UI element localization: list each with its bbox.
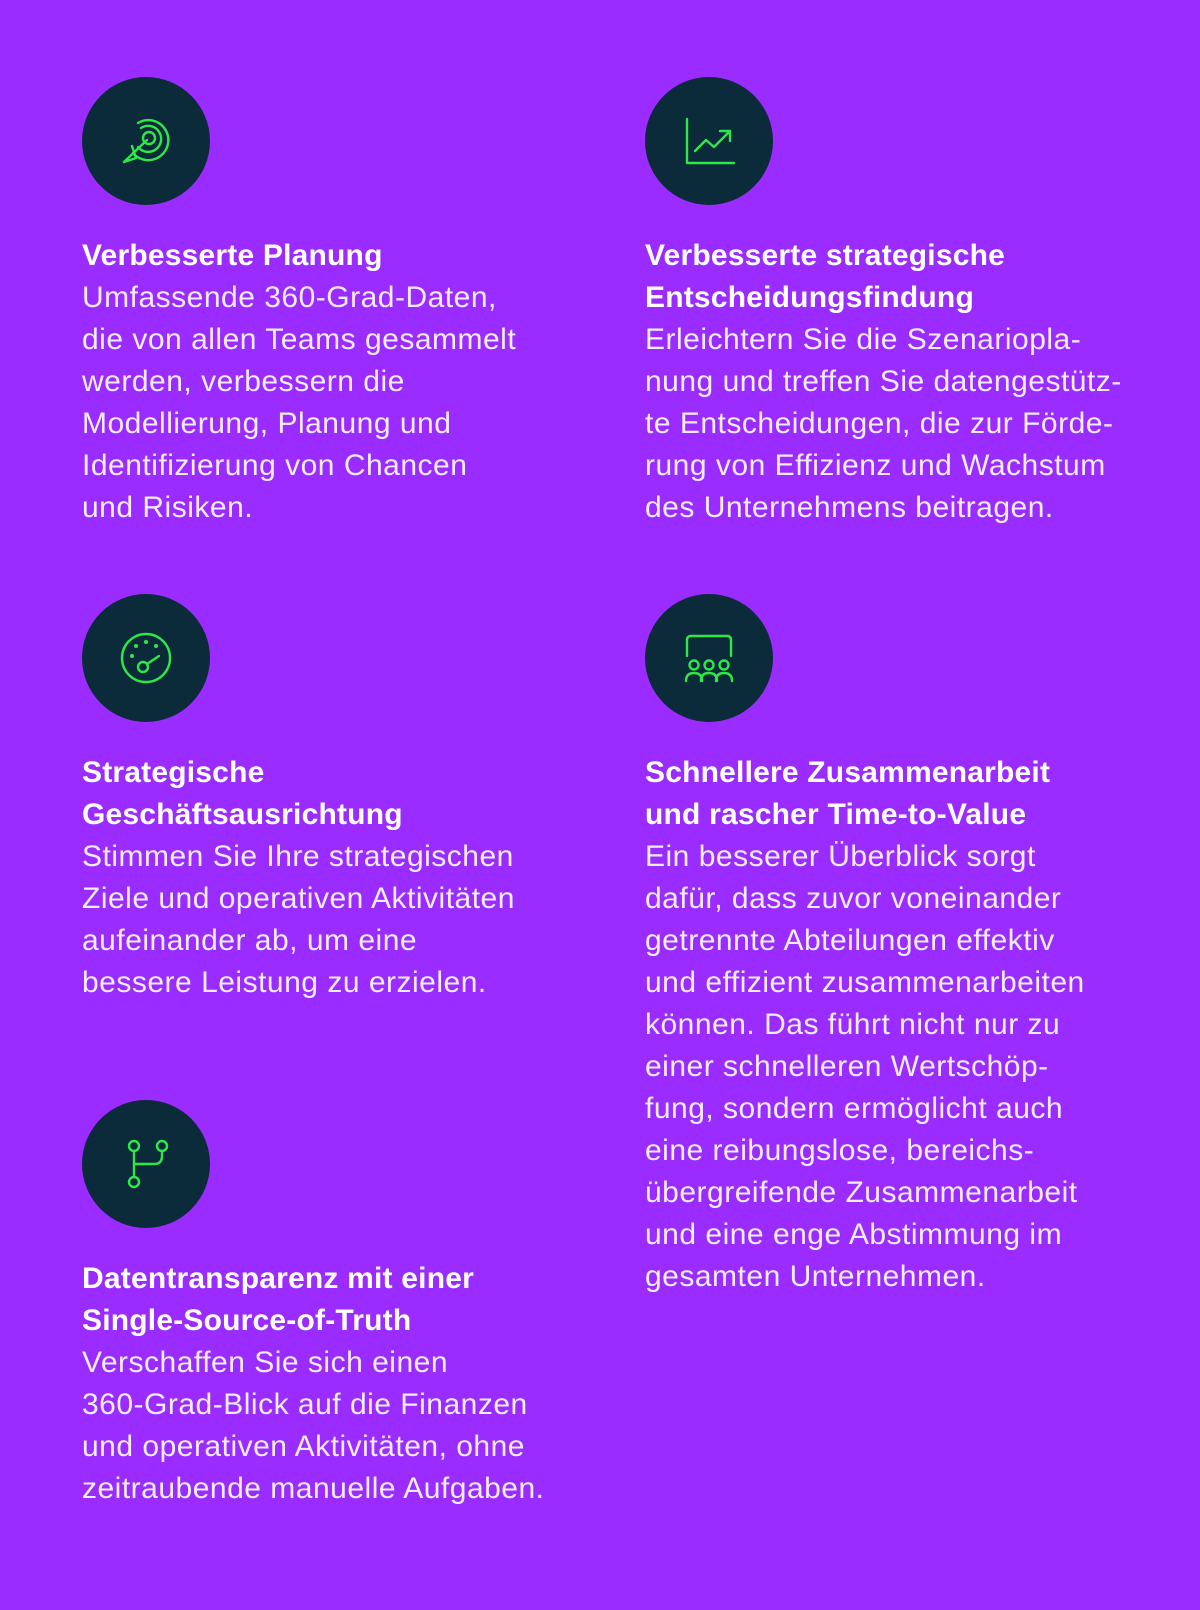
git-branch-icon <box>82 1100 210 1228</box>
feature-card-collaboration <box>645 594 1165 1298</box>
gauge-icon <box>82 594 210 722</box>
feature-description: Verschaffen Sie sich einen 360-Grad-Blick auf die Finanzen und operativen Aktivitäten, ohne zeitraubende manuelle Aufgaben. <box>82 1346 545 1505</box>
feature-description: Erleichtern Sie die Szenariopla- nung und treffen Sie datengestütz- te Entscheidungen, die zur Förde- rung von Effizienz und Wachstum des Unternehmens beitragen. <box>645 323 1122 524</box>
feature-title: Datentransparenz mit einer Single-Source-of-Truth <box>82 1262 474 1337</box>
feature-title: Verbesserte strategische Entscheidungsfindung <box>645 239 1006 314</box>
feature-card-decision-making <box>645 77 1165 529</box>
feature-card-planning <box>82 77 602 529</box>
feature-card-alignment <box>82 594 602 1004</box>
target-arrow-icon <box>82 77 210 205</box>
team-presentation-icon <box>645 594 773 722</box>
feature-title: Verbesserte Planung <box>82 239 383 272</box>
feature-description: Stimmen Sie Ihre strategischen Ziele und operativen Aktivitäten aufeinander ab, um eine bessere Leistung zu erzielen. <box>82 840 515 999</box>
trending-chart-icon <box>645 77 773 205</box>
feature-description: Ein besserer Überblick sorgt dafür, dass zuvor voneinander getrennte Abteilungen effektiv und effizient zusammenarbeiten können. Das führt nicht nur zu einer schnelleren Wertschöp- fung, sondern ermöglicht auch eine reibungslose, bereichs- übergreifende Zusammenarbeit und eine enge Abstimmung im gesamten Unternehmen. <box>645 840 1085 1293</box>
feature-card-data-transparency <box>82 1100 602 1510</box>
feature-title: Schnellere Zusammenarbeit und rascher Time-to-Value <box>645 756 1051 831</box>
feature-description: Umfassende 360-Grad-Daten, die von allen Teams gesammelt werden, verbessern die Modellierung, Planung und Identifizierung von Chancen und Risiken. <box>82 281 517 524</box>
feature-title: Strategische Geschäftsausrichtung <box>82 756 403 831</box>
